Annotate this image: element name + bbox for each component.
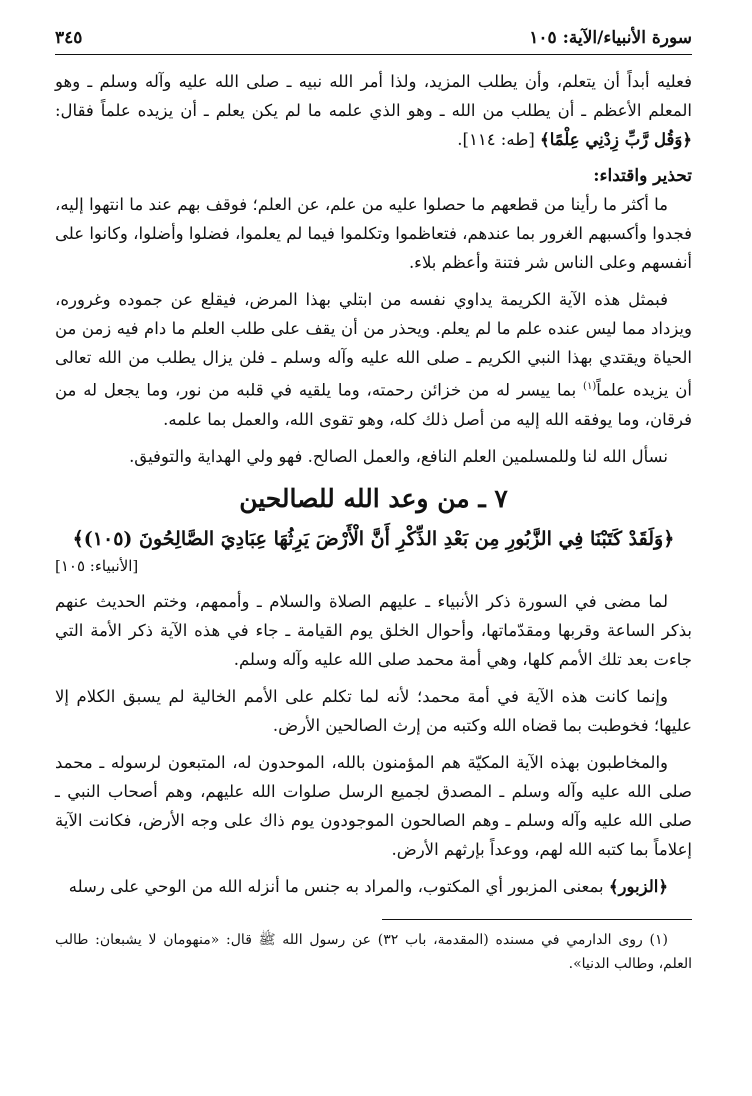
paragraph: لما مضى في السورة ذكر الأنبياء ـ عليهم الصلاة والسلام ـ وأممهم، وختم الحديث عنهم بذكر الساعة وقربها ومقدّماتها، وأحوال الخلق يوم القيامة ـ جاء في هذه الآية ذكر الأمة التي جاءت بعد تلك الأمم كلها، وهي أمة محمد صلى الله عليه وآله وسلم. [55, 591, 692, 669]
paragraph-text: فعليه أبداً أن يتعلم، وأن يطلب المزيد، ولذا أمر الله نبيه ـ صلى الله عليه وآله وسلم ـ وهو المعلم الأعظم ـ أن يطلب من الله ـ وهو الذي علمه ما لم يكن يعلم ـ أن يزيده علماً فقال: [55, 72, 692, 120]
chapter-title: ٧ ـ من وعد الله للصالحين [239, 483, 508, 513]
paragraph: والمخاطبون بهذه الآية المكيّة هم المؤمنون بالله، الموحدون له، المتبعون لرسوله ـ محمد صلى الله عليه وآله وسلم ـ المصدق لجميع الرسل صلوات الله عليهم، وهم أصحاب النبي ـ صلى الله عليه وآله وسلم ـ وهم الصالحون الموجودون يوم ذاك على وجه الأرض، فكانت الآية إعلاماً بما كتبه الله لهم، ووعداً بإرثهم الأرض. [55, 752, 692, 859]
section-subheading: تحذير واقتداء: [593, 166, 692, 186]
chapter-verse-reference: [الأنبياء: ١٠٥] [55, 556, 139, 575]
paragraph [55, 872, 692, 901]
chapter-verse: ﴿وَلَقَدْ كَتَبْنَا فِي الزَّبُورِ مِن بَعْدِ الذِّكْرِ أَنَّ الْأَرْضَ يَرِثُهَا عِبَادِيَ الصَّالِحُونَ (١٠٥)﴾ [72, 527, 675, 550]
footnote-marker: (١) [583, 381, 597, 392]
footnote-divider [382, 919, 692, 920]
page-number: ٣٤٥ [55, 28, 83, 48]
paragraph-text: بمعنى المزبور أي المكتوب، والمراد به جنس ما أنزله الله من الوحي على رسله [68, 876, 609, 896]
paragraph-text: بما ييسر له من خزائن رحمته، وما يلقيه في قلبه من نور، وما يجعل له من فرقان، وما يوفقه الله إليه من أصل ذلك كله، وهو تقوى الله، والعمل بما علمه. [55, 380, 692, 429]
paragraph [55, 285, 692, 434]
paragraph [55, 67, 692, 154]
paragraph-text: فبمثل هذه الآية الكريمة يداوي نفسه من ابتلي بهذا المرض، فيقلع عن جموده وغروره، ويزداد مما ليس عنده علم ما لم يعلم. ويحذر من أن يقف على طلب العلم ما دام فيه زمن من الحياة ويقتدي بهذا النبي الكريم ـ صلى الله عليه وآله وسلم ـ فلن يزال يطلب من الله تعالى أن يزيده علماً [55, 290, 692, 400]
body-text [55, 67, 692, 901]
quran-word: ﴿الزبور﴾ [608, 876, 668, 896]
quran-quote: ﴿وَقُل رَّبِّ زِدْنِي عِلْمًا﴾ [540, 130, 692, 149]
page-header [55, 28, 692, 55]
paragraph: وإنما كانت هذه الآية في أمة محمد؛ لأنه لما تكلم على الأمم الخالية لم يسبق الكلام إلا عليها؛ فخوطبت بما قضاه الله وكتبه من إرث الصالحين الأرض. [55, 686, 692, 735]
paragraph: ما أكثر ما رأينا من قطعهم ما حصلوا عليه من علم، عن العلم؛ فوقف بهم عند ما انتهوا إليه، فجدوا وأكسبهم الغرور بما عندهم، فتعاظموا وتكلموا فيما لم يعلموا، فضلوا وأضلوا، وكانوا على أنفسهم وعلى الناس شر فتنة وأعظم بلاء. [55, 195, 692, 272]
verse-reference: [طه: ١١٤]. [457, 130, 541, 149]
paragraph: نسأل الله لنا وللمسلمين العلم النافع، والعمل الصالح. فهو ولي الهداية والتوفيق. [129, 446, 668, 466]
footnote: (١) روى الدارمي في مسنده (المقدمة، باب ٣٢) عن رسول الله ﷺ قال: «منهومان لا يشبعان: طالب العلم، وطالب الدنيا». [55, 931, 692, 972]
running-title: سورة الأنبياء/الآية: ١٠٥ [529, 28, 692, 48]
